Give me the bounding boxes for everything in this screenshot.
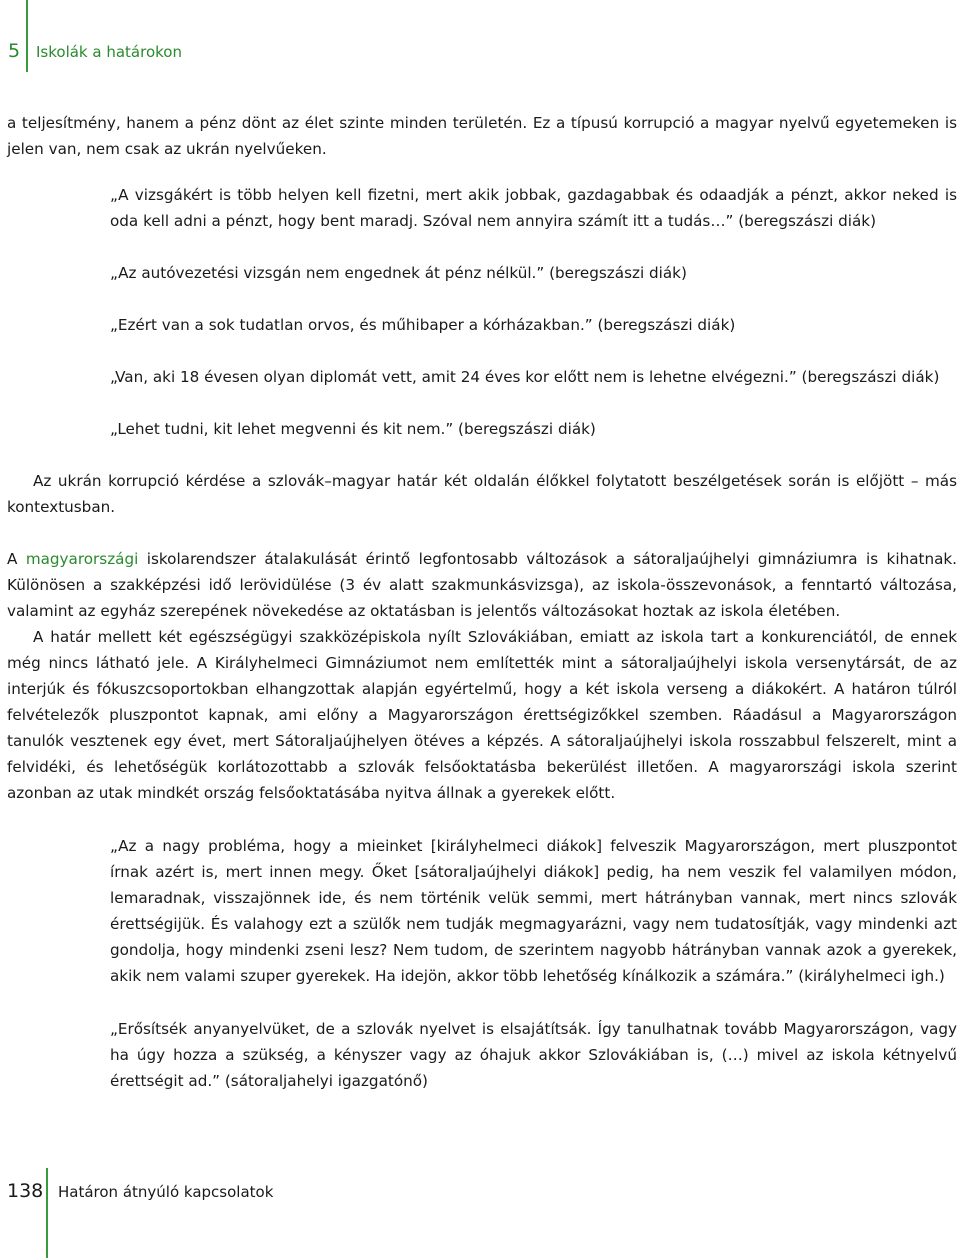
quote-doctors: „Ezért van a sok tudatlan orvos, és műhibaper a kórházakban.” (beregszászi diák) xyxy=(110,316,736,334)
page-header xyxy=(0,0,960,72)
header-divider xyxy=(26,0,28,72)
footer-divider xyxy=(46,1168,48,1258)
chapter-number: 5 xyxy=(8,40,21,62)
page-body xyxy=(7,110,957,1094)
paragraph-competition: A határ mellett két egészségügyi szakközépiskola nyílt Szlovákiában, emiatt az iskola tart a konkurenciától, de ennek még nincs látható jele. A Királyhelmeci Gimnáziumot nem említették mint a sátoraljaújhelyi iskola versenytársát, de az interjúk és fókuszcsoportokban elhangzottak alapján egyértelmű, hogy a két iskola verseng a diákokért. A határon túlról felvételezők pluszpontot kapnak, ami előny a Magyarországon érettségizőkkel szemben. Ráadásul a Magyarországon tanulók vesztenek egy évet, mert Sátoraljaújhelyen ötéves a képzés. A sátoraljaújhelyi iskola rosszabbul felszerelt, mint a felvidéki, és lehetőségük korlátozottabb a szlovák felsőoktatásba bekerülést illetően. A magyarországi iskola szerint azonban az utak mindkét ország felsőoktatásába nyitva állnak a gyerekek előtt. xyxy=(7,628,957,802)
paragraph-school-system-start: A xyxy=(7,550,26,568)
page-footer xyxy=(0,1168,960,1258)
quote-driving-exam: „Az autóvezetési vizsgán nem engednek át pénz nélkül.” (beregszászi diák) xyxy=(110,264,687,282)
quote-diploma: „Van, aki 18 évesen olyan diplomát vett, amit 24 éves kor előtt nem is lehetne elvégezni.” (beregszászi diák) xyxy=(110,368,940,386)
quote-bribable: „Lehet tudni, kit lehet megvenni és kit nem.” (beregszászi diák) xyxy=(110,420,596,438)
paragraph-intro: a teljesítmény, hanem a pénz dönt az élet szinte minden területén. Ez a típusú korrupció a magyar nyelvű egyetemeken is jelen van, nem csak az ukrán nyelvűeken. xyxy=(7,114,957,158)
paragraph-school-system xyxy=(7,546,957,624)
page-number: 138 xyxy=(7,1180,44,1202)
blockquote-kiralyhelmec: „Az a nagy probléma, hogy a mieinket [királyhelmeci diákok] felveszik Magyarországon, mert pluszpontot írnak azért is, mert innen megy. Őket [sátoraljaújhelyi diákok] pedig, ha nem veszik fel valamilyen módon, lemaradnak, visszajönnek ide, és nem történik velük semmi, mert hátrányban vannak, mert nincs szlovák érettségijük. És valahogy ezt a szülők nem tudják megmagyarázni, vagy nem tudatosítják, vagy mindenki azt gondolja, hogy mindenki zseni lesz? Nem tudom, de szerintem nagyobb hátrányban vannak azok a gyerekek, akik nem valami szuper gyerekek. Ha idejön, akkor több lehetőség kínálkozik a számára.” (királyhelmeci igh.) xyxy=(110,837,957,985)
paragraph-corruption-context: Az ukrán korrupció kérdése a szlovák–magyar határ két oldalán élőkkel folytatott beszélgetések során is előjött – más kontextusban. xyxy=(7,472,957,516)
blockquote-satoraljaujhely: „Erősítsék anyanyelvüket, de a szlovák nyelvet is elsajátítsák. Így tanulhatnak tovább Magyarországon, vagy ha úgy hozza a szükség, a kényszer vagy az óhajuk akkor Szlovákiában is, (…) mivel az iskola kétnyelvű érettségit ad.” (sátoraljahelyi igazgatónő) xyxy=(110,1020,957,1090)
paragraph-school-system-rest: iskolarendszer átalakulását érintő legfontosabb változások a sátoraljaújhelyi gimnáziumra is kihatnak. Különösen a szakképzési idő lerövidülése (3 év alatt szakmunkásvizsga), az iskola-összevonások, a fenntartó változása, valamint az egyház szerepének növekedése az oktatásban is jelentős változásokat hoztak az iskola életében. xyxy=(7,550,958,620)
book-title: Határon átnyúló kapcsolatok xyxy=(58,1183,274,1201)
chapter-title: Iskolák a határokon xyxy=(36,43,182,61)
quote-exam-bribery: „A vizsgákért is több helyen kell fizetni, mert akik jobbak, gazdagabbak és odaadják a pénzt, akkor neked is oda kell adni a pénzt, hogy bent maradj. Szóval nem annyira számít itt a tudás…” (beregszászi diák) xyxy=(110,186,957,230)
highlight-magyarorszagi: magyarországi xyxy=(25,550,139,568)
